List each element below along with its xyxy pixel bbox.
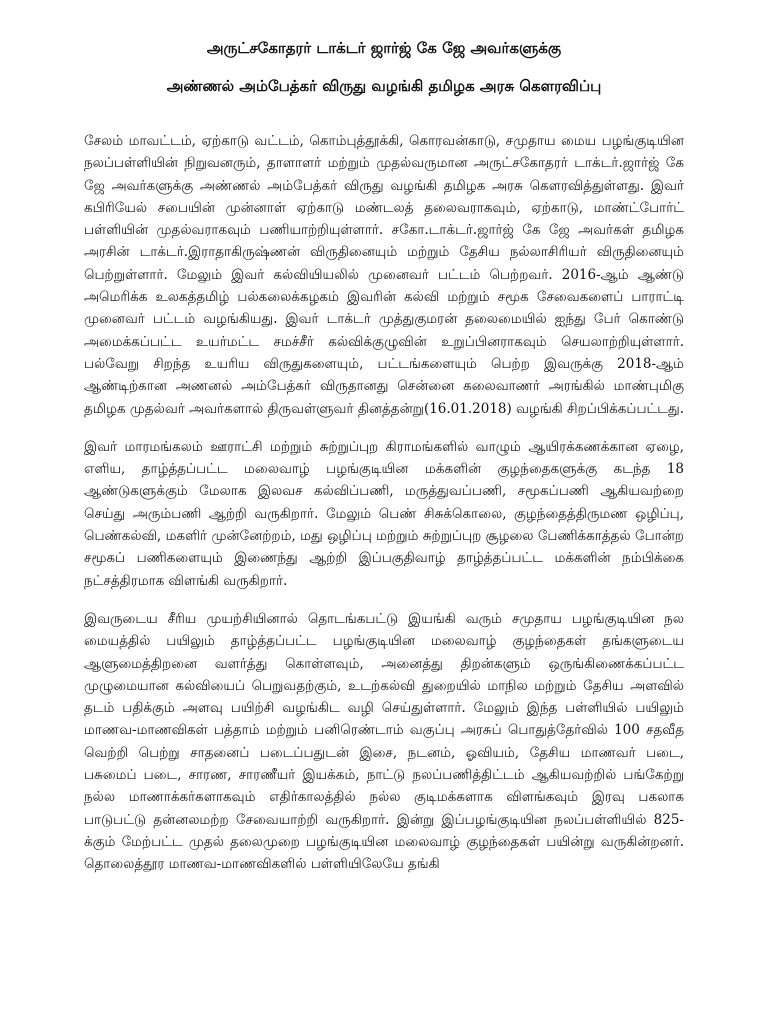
document-subtitle: அண்ணல் அம்பேத்கர் விருது வழங்கி தமிழக அரசு கௌரவிப்பு	[166, 77, 602, 95]
paragraph-3: இவருடைய சீரிய முயற்சியினால் தொடங்கபட்டு இயங்கி வரும் சமுதாய பழங்குடியின நல மையத்தில் பயிலும் தாழ்த்தப்பட்ட பழங்குடியின மலைவாழ் குழந்தைகள் தங்களுடைய ஆளுமைத்திறனை வளர்த்து கொள்ளவும், அனைத்து திறன்களும் ஒருங்கிணைக்கப்பட்ட முழுமையான கல்வியைப் பெறுவதற்கும், உடற்கல்வி துறையில் மாநில மற்றும் தேசிய அளவில் தடம் பதிக்கும் அளவு பயிற்சி வழங்கிட வழி செய்துள்ளார். மேலும் இந்த பள்ளியில் பயிலும் மாணவ-மாணவிகள் பத்தாம் மற்றும் பனிரெண்டாம் வகுப்பு அரசுப் பொதுத்தேர்வில் 100 சதவீத வெற்றி பெற்று சாதனைப் படைப்பதுடன் இசை, நடனம், ஓவியம், தேசிய மாணவர் படை, பசுமைப் படை, சாரண, சாரணீயர் இயக்கம், நாட்டு நலப்பணித்திட்டம் ஆகியவற்றில் பங்கேற்று நல்ல மாணாக்கர்களாகவும் எதிர்காலத்தில் நல்ல குடிமக்களாக விளங்கவும் இரவு பகலாக பாடுபட்டு தன்னலமற்ற சேவையாற்றி வருகிறார். இன்று இப்பழங்குடியின நலப்பள்ளியில் 825-க்கும் மேற்பட்ட முதல் தலைமுறை பழங்குடியின மலைவாழ் குழந்தைகள் பயின்று வருகின்றனர். தொலைத்தூர மாணவ-மாணவிகளில் பள்ளியிலேயே தங்கி	[84, 610, 684, 873]
paragraph-1: சேலம் மாவட்டம், ஏற்காடு வட்டம், கொம்புத்தூக்கி, கொரவன்காடு, சமுதாய மைய பழங்குடியின நலப்பள்ளியின் நிறுவனரும், தாளாளர் மற்றும் முதல்வருமான அருட்சகோதரர் டாக்டர்.ஜார்ஜ் கே ஜே அவர்களுக்கு அண்ணல் அம்பேத்கர் விருது வழங்கி தமிழக அரசு கௌரவித்துள்ளது. இவர் கபிரியேல் சபையின் முன்னாள் ஏற்காடு மண்டலத் தலைவராகவும், ஏற்காடு, மாண்ட்போர்ட் பள்ளியின் முதல்வராகவும் பணியாற்றியுள்ளார். சகோ.டாக்டர்.ஜார்ஜ் கே ஜே அவர்கள் தமிழக அரசின் டாக்டர்.இராதாகிருஷ்ணன் விருதினையும் மற்றும் தேசிய நல்லாசிரியர் விருதினையும் பெற்றுள்ளார். மேலும் இவர் கல்வியியலில் முனைவர் பட்டம் பெற்றவர். 2016-ஆம் ஆண்டு அமெரிக்க உலகத்தமிழ் பல்கலைக்கழகம் இவரின் கல்வி மற்றும் சமூக சேவைகளைப் பாராட்டி முனைவர் பட்டம் வழங்கியது. இவர் டாக்டர் முத்துகுமரன் தலைமையில் ஐந்து பேர் கொண்டு அமைக்கப்பட்ட உயர்மட்ட சமச்சீர் கல்விக்குழுவின் உறுப்பினராகவும் செயலாற்றியுள்ளார். பல்வேறு சிறந்த உயரிய விருதுகளையும், பட்டங்களையும் பெற்ற இவருக்கு 2018-ஆம் ஆண்டிற்கான அணனல் அம்பேத்கர் விருதானது சென்னை கலைவாணர் அரங்கில் மாண்புமிகு தமிழக முதல்வர் அவர்களால் திருவள்ளுவர் தினத்தன்று(16.01.2018) வழங்கி சிறப்பிக்கப்பட்டது.	[84, 133, 684, 417]
paragraph-2: இவர் மாரமங்கலம் ஊராட்சி மற்றும் சுற்றுப்புற கிராமங்களில் வாழும் ஆயிரக்கணக்கான ஏழை, எளிய, தாழ்த்தப்பட்ட மலைவாழ் பழங்குடியின மக்களின் குழந்தைகளுக்கு கடந்த 18 ஆண்டுகளுக்கும் மேலாக இலவச கல்விப்பணி, மருத்துவப்பணி, சமூகப்பணி ஆகியவற்றை செய்து அரும்பணி ஆற்றி வருகிறார். மேலும் பெண் சிசுக்கொலை, குழந்தைத்திருமண ஒழிப்பு, பெண்கல்வி, மகளிர் முன்னேற்றம், மது ஒழிப்பு மற்றும் சுற்றுப்புற சூழலை பேணிக்காத்தல் போன்ற சமூகப் பணிகளையும் இணைந்து ஆற்றி இப்பகுதிவாழ் தாழ்த்தப்பட்ட மக்களின் நம்பிக்கை நட்சத்திரமாக விளங்கி வருகிறார்.	[84, 438, 684, 589]
document-title: அருட்சகோதரர் டாக்டர் ஜார்ஜ் கே ஜே அவர்களுக்கு	[206, 39, 562, 57]
